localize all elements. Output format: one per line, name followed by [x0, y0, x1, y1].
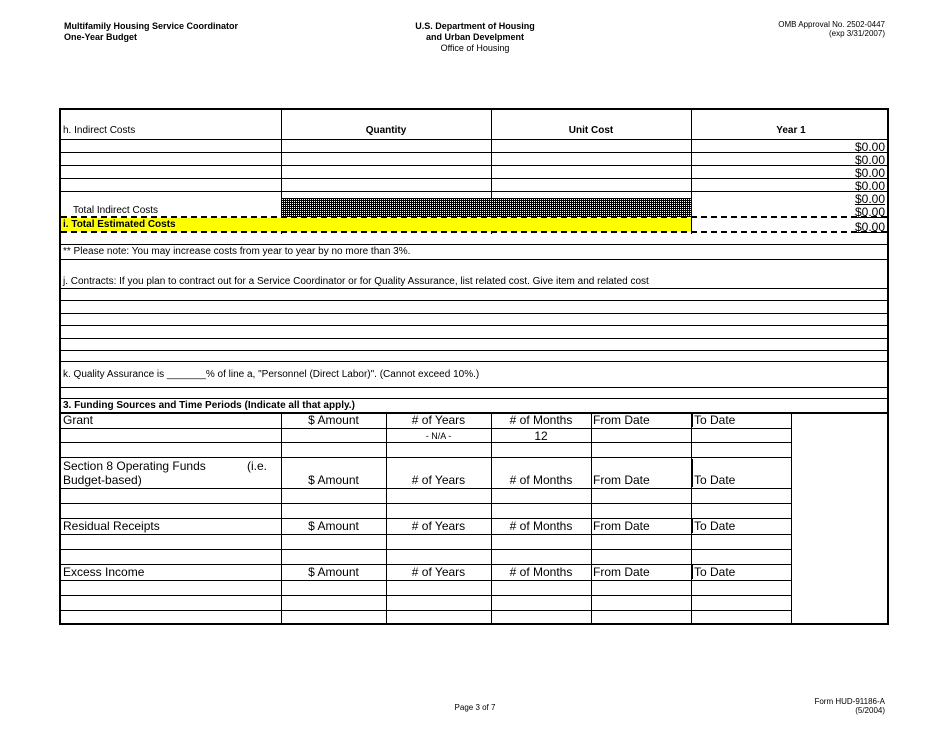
years-header: # of Years	[411, 413, 466, 427]
grid-line	[61, 325, 887, 326]
grid-line	[61, 442, 791, 443]
months-header: # of Months	[509, 473, 573, 487]
grid-line	[61, 610, 791, 611]
grid-line	[61, 457, 791, 458]
indirect-row-value: $0.00	[854, 166, 885, 180]
column-marker	[691, 519, 693, 533]
grid-line	[61, 288, 887, 289]
section8-label: Section 8 Operating Funds	[63, 459, 206, 473]
grid-line	[61, 488, 791, 489]
grid-line	[791, 412, 792, 623]
form-date: (5/2004)	[855, 706, 885, 715]
form-title: Multifamily Housing Service Coordinator	[64, 21, 239, 31]
grant-label: Grant	[63, 413, 94, 427]
grid-line	[61, 165, 887, 166]
indirect-row-value: $0.00	[854, 140, 885, 154]
grid-line	[61, 244, 887, 245]
residual-label: Residual Receipts	[63, 519, 160, 533]
grid-line	[61, 580, 791, 581]
agency-name-cont: and Urban Develpment	[425, 32, 525, 42]
total-estimated-value: $0.00	[854, 220, 885, 234]
grid-line	[61, 503, 791, 504]
form-subtitle: One-Year Budget	[64, 32, 138, 42]
years-header: # of Years	[411, 473, 466, 487]
months-header: # of Months	[509, 519, 573, 533]
amount-header: $ Amount	[308, 473, 359, 487]
from-date-header: From Date	[593, 519, 650, 533]
grid-line	[61, 398, 887, 399]
quantity-header: Quantity	[365, 125, 407, 136]
indirect-row-value: $0.00	[854, 192, 885, 206]
column-marker	[691, 565, 693, 579]
unit-cost-header: Unit Cost	[568, 125, 614, 136]
contracts-instructions: j. Contracts: If you plan to contract out for a Service Coordinator or for Quality Assurance, list related cost. Give item and related cost	[63, 276, 649, 287]
funding-title: 3. Funding Sources and Time Periods (Indicate all that apply.)	[63, 400, 355, 411]
grant-months-value: 12	[534, 429, 548, 443]
years-header: # of Years	[411, 565, 466, 579]
shaded-area	[281, 198, 691, 217]
from-date-header: From Date	[593, 473, 650, 487]
indirect-costs-label: h. Indirect Costs	[63, 125, 136, 136]
column-marker	[691, 459, 693, 487]
grid-line	[61, 595, 791, 596]
total-indirect-label: Total Indirect Costs	[73, 205, 159, 216]
grant-years-value: - N/A -	[425, 431, 452, 441]
to-date-header: To Date	[694, 413, 736, 427]
indirect-row-value: $0.00	[854, 179, 885, 193]
grid-line	[61, 350, 887, 351]
agency-name: U.S. Department of Housing	[415, 21, 535, 31]
grid-line	[61, 428, 791, 429]
column-marker	[691, 413, 693, 427]
grid-line	[61, 259, 887, 260]
to-date-header: To Date	[694, 519, 736, 533]
total-indirect-value: $0.00	[854, 205, 885, 219]
grid-line	[61, 361, 887, 362]
grid-line	[61, 534, 791, 535]
increase-note: ** Please note: You may increase costs from year to year by no more than 3%.	[63, 246, 411, 257]
amount-header: $ Amount	[308, 565, 359, 579]
excess-income-label: Excess Income	[63, 565, 145, 579]
to-date-header: To Date	[694, 565, 736, 579]
to-date-header: To Date	[694, 473, 736, 487]
amount-header: $ Amount	[308, 413, 359, 427]
grid-line	[61, 178, 887, 179]
months-header: # of Months	[509, 565, 573, 579]
grid-line	[61, 191, 887, 192]
dashed-rule	[61, 231, 887, 233]
total-estimated-label: i. Total Estimated Costs	[63, 219, 176, 230]
years-header: # of Years	[411, 519, 466, 533]
grid-line	[61, 387, 887, 388]
omb-approval: OMB Approval No. 2502-0447	[778, 20, 885, 29]
indirect-row-value: $0.00	[854, 153, 885, 167]
section8-label-cont: Budget-based)	[63, 473, 142, 487]
months-header: # of Months	[509, 413, 573, 427]
year1-header: Year 1	[776, 125, 806, 136]
from-date-header: From Date	[593, 413, 650, 427]
form-number: Form HUD-91186-A	[814, 697, 885, 706]
grid-line	[61, 549, 791, 550]
budget-sheet	[59, 108, 889, 625]
page-number: Page 3 of 7	[454, 703, 496, 712]
office-name: Office of Housing	[440, 43, 510, 53]
grid-line	[61, 152, 887, 153]
grid-line	[61, 338, 887, 339]
section8-ie: (i.e.	[247, 459, 268, 473]
omb-expiration: (exp 3/31/2007)	[828, 29, 885, 38]
amount-header: $ Amount	[308, 519, 359, 533]
from-date-header: From Date	[593, 565, 650, 579]
grid-line	[61, 313, 887, 314]
grid-line	[61, 139, 887, 140]
grid-line	[61, 300, 887, 301]
quality-assurance-note: k. Quality Assurance is _______% of line a, "Personnel (Direct Labor)". (Cannot exceed 10%.)	[63, 369, 480, 380]
